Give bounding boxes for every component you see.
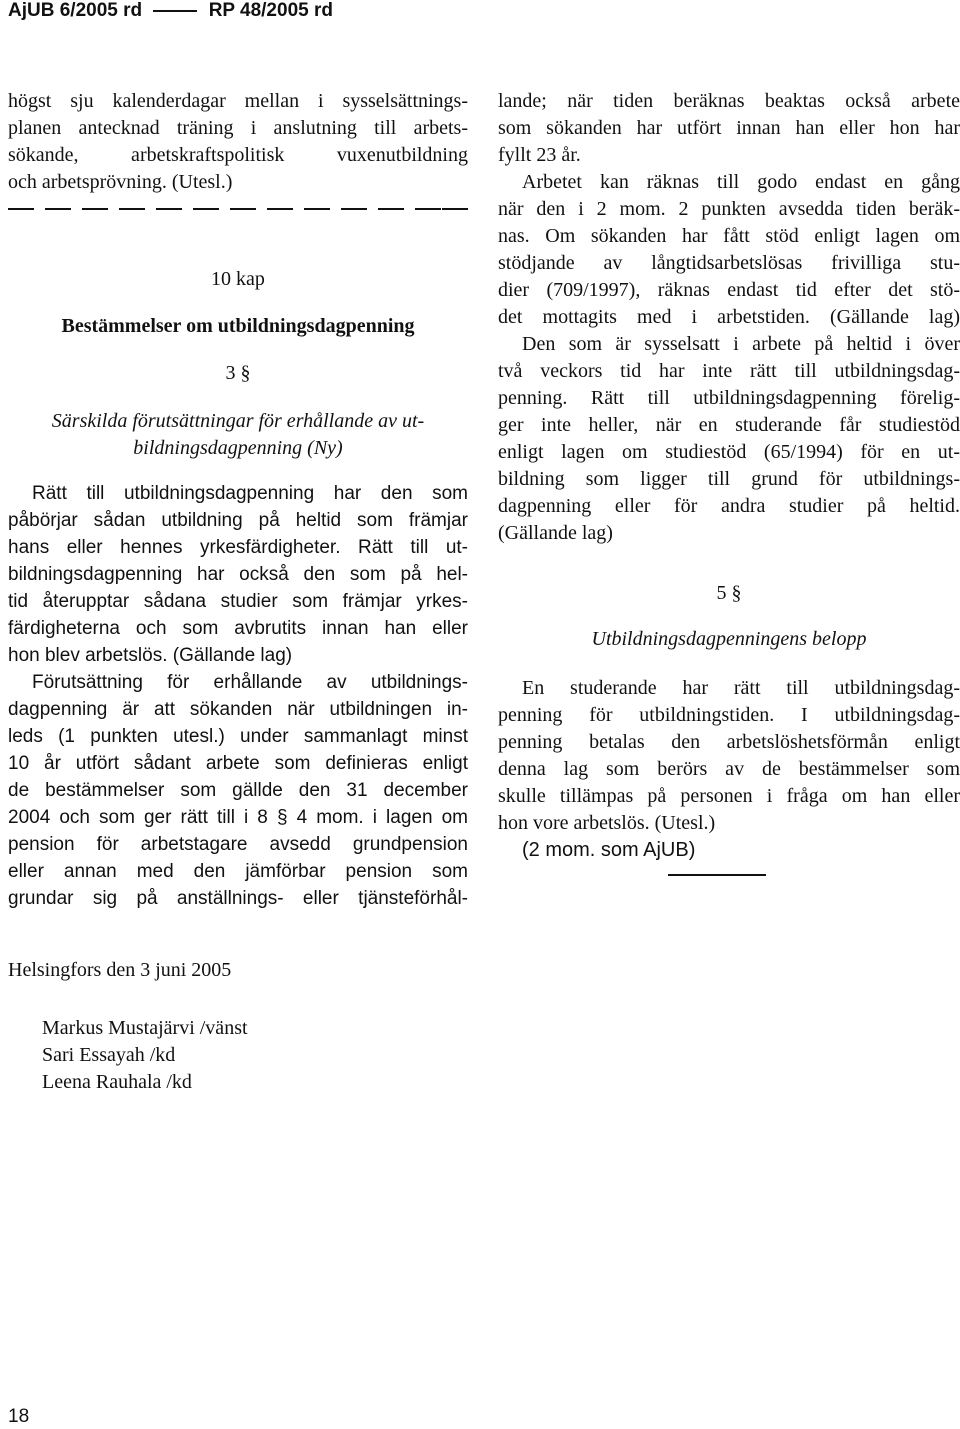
right-line: fyllt 23 år. bbox=[498, 144, 581, 166]
place-date: Helsingfors den 3 juni 2005 bbox=[8, 959, 232, 981]
body-line: leds (1 punkten utesl.) under sammanlagt minst bbox=[8, 726, 468, 747]
intro-line: och arbetsprövning. (Utesl.) bbox=[8, 171, 233, 193]
left-intro bbox=[8, 88, 468, 196]
right-line: två veckors tid har inte rätt till utbildningsdag- bbox=[498, 360, 960, 382]
body-line: pension för arbetstagare avsedd grundpension bbox=[8, 834, 468, 855]
intro-line: sökande, arbetskraftspolitisk vuxenutbildning bbox=[8, 144, 468, 166]
body-line: Förutsättning för erhållande av utbildnings- bbox=[32, 672, 468, 693]
right-line: lande; när tiden beräknas beaktas också arbete bbox=[498, 90, 960, 112]
section-3-title bbox=[8, 408, 468, 462]
section-5-title: Utbildningsdagpenningens belopp bbox=[591, 628, 867, 650]
section-5-body bbox=[498, 675, 960, 864]
body-line: hon blev arbetslös. (Gällande lag) bbox=[8, 645, 293, 666]
running-header bbox=[8, 0, 333, 22]
right-line: Arbetet kan räknas till godo endast en gång bbox=[522, 171, 960, 193]
body-line: 10 år utfört sådant arbete som definieras enligt bbox=[8, 753, 468, 774]
right-line: hon vore arbetslös. (Utesl.) bbox=[498, 812, 716, 834]
right-line: (Gällande lag) bbox=[498, 522, 613, 544]
body-line: Rätt till utbildningsdagpenning har den som bbox=[32, 483, 468, 504]
right-line: penning. Rätt till utbildningsdagpenning förelig- bbox=[498, 387, 960, 409]
right-line: stödjande av långtidsarbetslösas frivilliga stu- bbox=[498, 252, 960, 274]
right-line: En studerande har rätt till utbildningsdag- bbox=[522, 677, 960, 699]
body-line: eller annan med den jämförbar pension som bbox=[8, 861, 468, 882]
body-line: färdigheterna och som avbrutits innan han eller bbox=[8, 618, 468, 639]
body-line: de bestämmelser som gällde den 31 december bbox=[8, 780, 468, 801]
body-line: 2004 och som ger rätt till i 8 § 4 mom. i lagen om bbox=[8, 807, 468, 828]
body-line: dagpenning är att sökanden när utbildningen in- bbox=[8, 699, 468, 720]
body-line: påbörjar sådan utbildning på heltid som främjar bbox=[8, 510, 468, 531]
intro-line: högst sju kalenderdagar mellan i sysselsättnings- bbox=[8, 90, 468, 112]
right-line: som sökanden har utfört innan han eller hon har bbox=[498, 117, 960, 139]
dashed-separator bbox=[8, 208, 468, 210]
chapter-title: Bestämmelser om utbildningsdagpenning bbox=[61, 315, 415, 337]
intro-line: planen antecknad träning i anslutning till arbets- bbox=[8, 117, 468, 139]
body-line: bildningsdagpenning har också den som på hel- bbox=[8, 564, 468, 585]
right-column bbox=[498, 88, 960, 547]
body-line: grundar sig på anställnings- eller tjänsteförhål- bbox=[8, 888, 468, 909]
body-line: hans eller hennes yrkesfärdigheter. Rätt till ut- bbox=[8, 537, 468, 558]
right-line: dagpenning eller för andra studier på heltid. bbox=[498, 495, 960, 517]
right-line: ger inte heller, när en studerande får studiestöd bbox=[498, 414, 960, 436]
right-line: Den som är sysselsatt i arbete på heltid i över bbox=[522, 333, 960, 355]
right-line: penning för utbildningstiden. I utbildningsdag- bbox=[498, 704, 960, 726]
right-line: bildning som ligger till grund för utbildnings- bbox=[498, 468, 960, 490]
signatories bbox=[42, 1015, 248, 1096]
body-line: tid återupptar sådana studier som främjar yrkes- bbox=[8, 591, 468, 612]
signatory: Markus Mustajärvi /vänst bbox=[42, 1017, 248, 1039]
section-title-line: bildningsdagpenning (Ny) bbox=[133, 437, 343, 459]
chapter-number: 10 kap bbox=[211, 268, 265, 290]
right-line: (2 mom. som AjUB) bbox=[522, 839, 696, 861]
right-line: det mottagits med i arbetstiden. (Gällande lag) bbox=[498, 306, 960, 328]
right-line: enligt lagen om studiestöd (65/1994) för en ut- bbox=[498, 441, 960, 463]
right-line: när den i 2 mom. 2 punkten avsedda tiden beräk- bbox=[498, 198, 960, 220]
left-body bbox=[8, 480, 468, 912]
right-line: penning betalas den arbetslöshetsförmån enligt bbox=[498, 731, 960, 753]
section-5-number: 5 § bbox=[716, 582, 742, 604]
section-title-line: Särskilda förutsättningar för erhållande av ut- bbox=[51, 410, 425, 432]
right-line: dier (709/1997), räknas endast tid efter det stö- bbox=[498, 279, 960, 301]
page-number: 18 bbox=[8, 1406, 30, 1427]
right-line: nas. Om sökanden har fått stöd enligt lagen om bbox=[498, 225, 960, 247]
signatory: Leena Rauhala /kd bbox=[42, 1071, 192, 1093]
end-rule bbox=[668, 874, 766, 876]
right-line: denna lag som berörs av de bestämmelser som bbox=[498, 758, 960, 780]
section-3-number: 3 § bbox=[225, 362, 251, 384]
signatory: Sari Essayah /kd bbox=[42, 1044, 176, 1066]
header-dash bbox=[153, 10, 197, 12]
header-right: RP 48/2005 rd bbox=[208, 0, 333, 21]
right-line: skulle tillämpas på personen i fråga om han eller bbox=[498, 785, 960, 807]
header-left: AjUB 6/2005 rd bbox=[8, 0, 143, 21]
